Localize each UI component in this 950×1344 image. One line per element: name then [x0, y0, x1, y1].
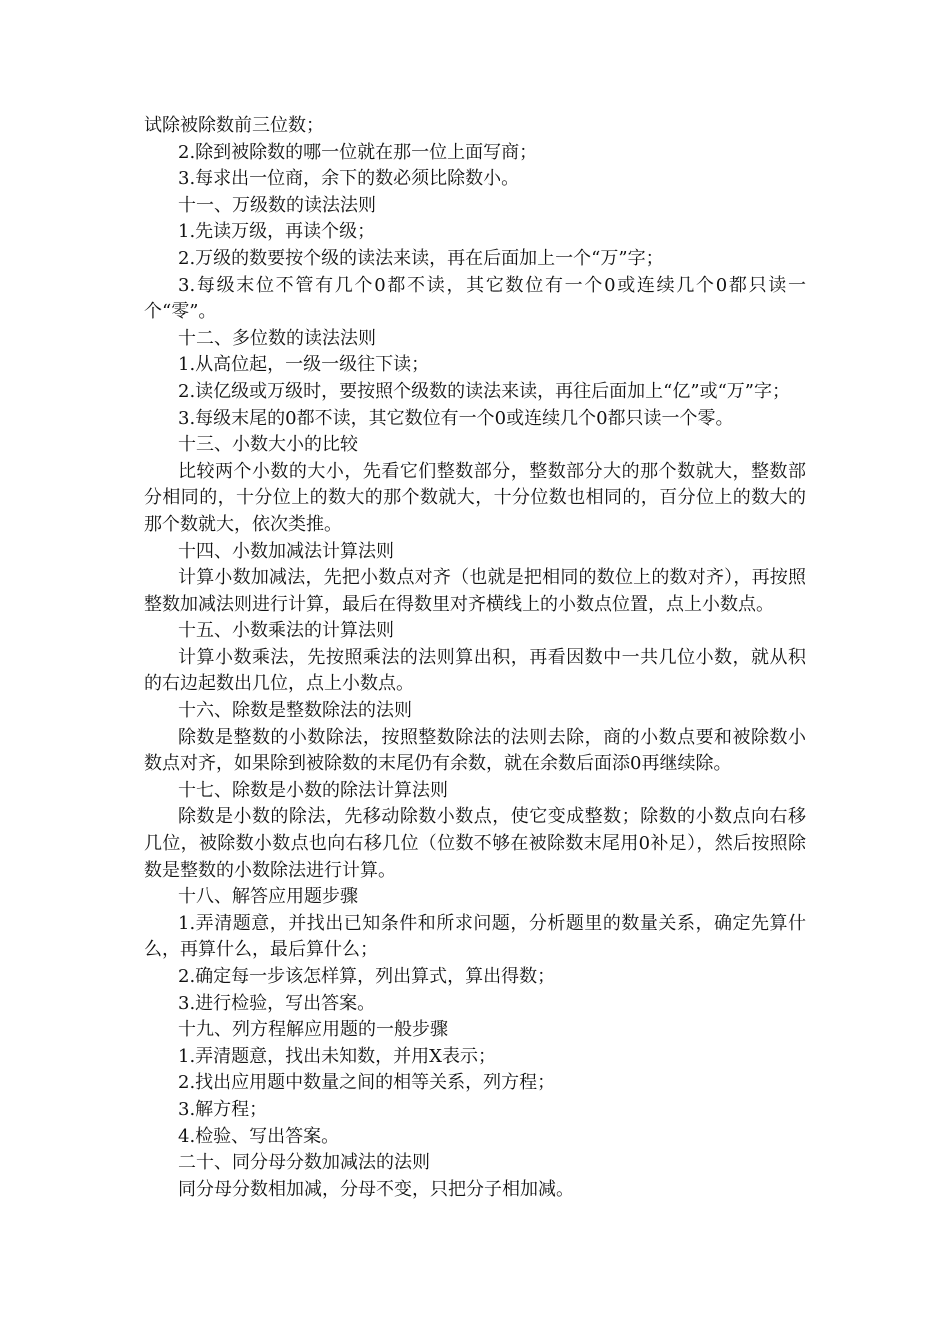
rule-item: 2.找出应用题中数量之间的相等关系，列方程；	[178, 1072, 556, 1094]
section-heading: 十九、列方程解应用题的一般步骤	[178, 1019, 448, 1041]
section-heading: 十三、小数大小的比较	[178, 434, 358, 456]
body-paragraph: 比较两个小数的大小，先看它们整数部分，整数部分大的那个数就大，整数部分相同的，十分位上的数大的那个数就大，十分位数也相同的，百分位上的数大的那个数就大，依次类推。	[144, 460, 806, 535]
body-paragraph: 计算小数乘法，先按照乘法的法则算出积，再看因数中一共几位小数，就从积的右边起数出几位，点上小数点。	[144, 646, 806, 695]
rule-item: 2.万级的数要按个级的读法来读，再在后面加上一个“万”字；	[178, 247, 664, 269]
section-heading: 十六、除数是整数除法的法则	[178, 700, 412, 722]
section-heading: 十七、除数是小数的除法计算法则	[178, 779, 448, 801]
rule-item: 2.确定每一步该怎样算，列出算式，算出得数；	[178, 966, 556, 987]
rule-item: 3.进行检验，写出答案。	[178, 992, 376, 1014]
rule-item: 3.解方程；	[178, 1098, 268, 1120]
paragraph-continuation: 试除被除数前三位数；	[144, 115, 324, 136]
body-paragraph: 除数是小数的除法，先移动除数小数点，使它变成整数；除数的小数点向右移几位，被除数小数点也向右移几位（位数不够在被除数末尾用0补足），然后按照除数是整数的小数除法进行计算。	[144, 806, 806, 881]
document-body	[144, 113, 806, 1203]
rule-item: 1.从高位起，一级一级往下读；	[178, 354, 430, 376]
section-heading: 十二、多位数的读法法则	[178, 327, 376, 349]
rule-item: 2.读亿级或万级时，要按照个级数的读法来读，再往后面加上“亿”或“万”字；	[178, 380, 790, 402]
rule-item: 1.弄清题意，找出未知数，并用X表示；	[178, 1045, 496, 1067]
rule-item: 3.每求出一位商，余下的数必须比除数小。	[178, 168, 520, 190]
rule-item: 1.先读万级，再读个级；	[178, 221, 376, 243]
section-heading: 二十、同分母分数加减法的法则	[178, 1152, 430, 1174]
rule-item: 2.除到被除数的哪一位就在那一位上面写商；	[178, 141, 538, 163]
section-heading: 十四、小数加减法计算法则	[178, 540, 394, 562]
rule-item: 4.检验、写出答案。	[178, 1125, 340, 1147]
rule-item: 3.每级末尾的0都不读，其它数位有一个0或连续几个0都只读一个零。	[178, 407, 734, 429]
body-paragraph: 计算小数加减法，先把小数点对齐（也就是把相同的数位上的数对齐），再按照整数加减法则进行计算，最后在得数里对齐横线上的小数点位置，点上小数点。	[144, 567, 806, 615]
section-heading: 十八、解答应用题步骤	[178, 886, 358, 908]
section-heading: 十五、小数乘法的计算法则	[178, 620, 394, 642]
section-heading: 十一、万级数的读法法则	[178, 194, 376, 216]
rule-item: 1.弄清题意，并找出已知条件和所求问题，分析题里的数量关系，确定先算什么，再算什么，最后算什么；	[144, 912, 806, 961]
body-paragraph: 除数是整数的小数除法，按照整数除法的法则去除，商的小数点要和被除数小数点对齐，如果除到被除数的末尾仍有余数，就在余数后面添0再继续除。	[144, 726, 806, 775]
body-paragraph: 同分母分数相加减，分母不变，只把分子相加减。	[178, 1178, 574, 1200]
rule-item: 3.每级末位不管有几个0都不读，其它数位有一个0或连续几个0都只读一个“零”。	[144, 274, 806, 323]
